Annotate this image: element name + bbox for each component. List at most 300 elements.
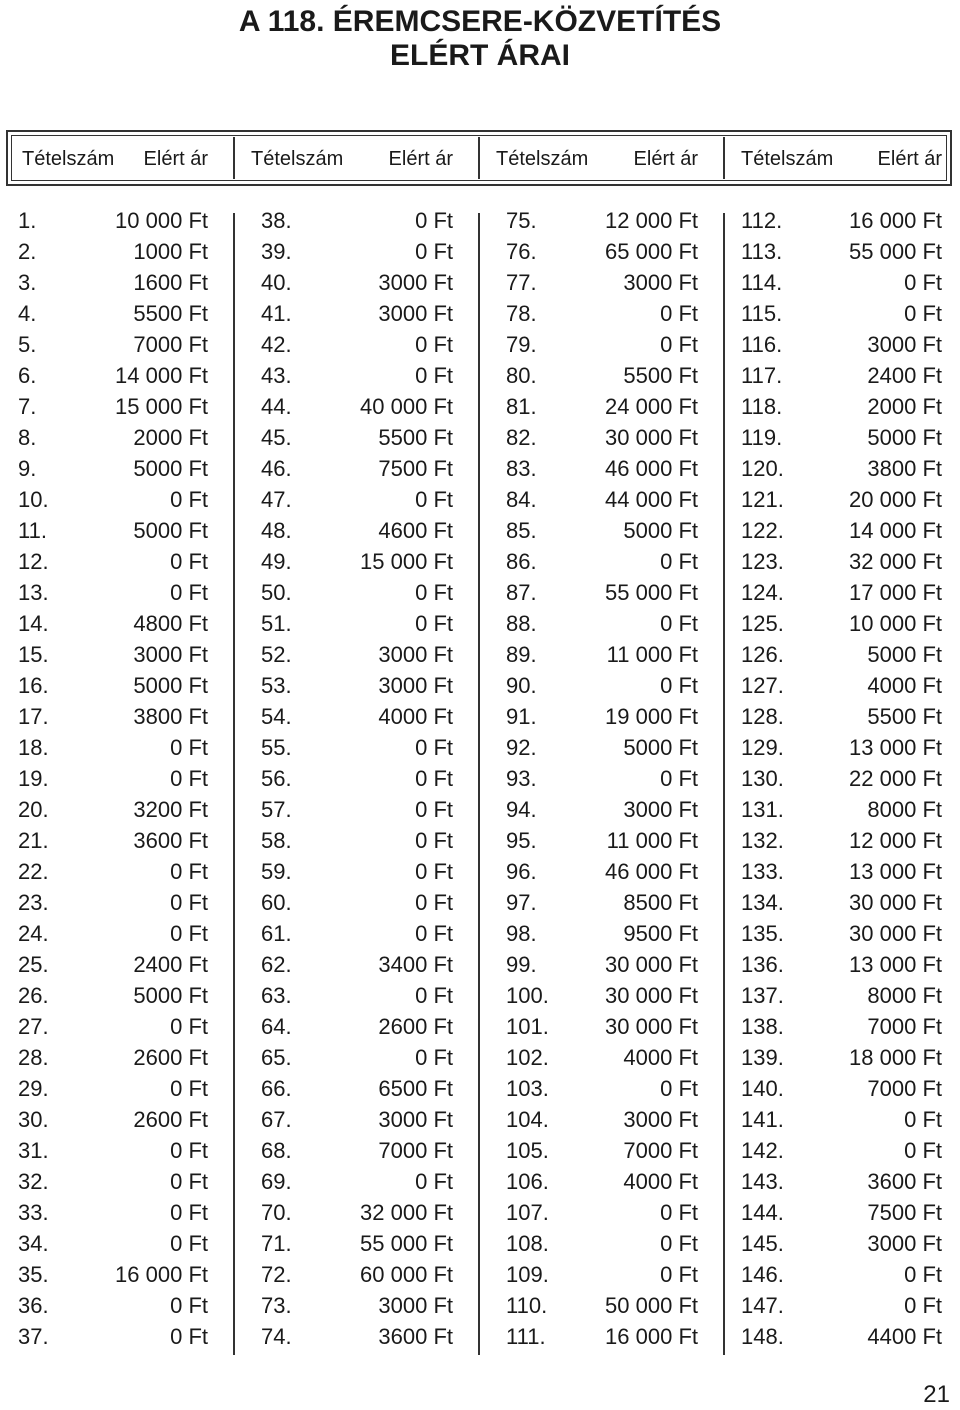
table-row bbox=[741, 267, 942, 298]
lot-number: 59. bbox=[261, 859, 292, 884]
lot-number: 134. bbox=[741, 890, 784, 915]
achieved-price: 0 Ft bbox=[415, 611, 453, 636]
table-row bbox=[506, 732, 698, 763]
table-row bbox=[741, 236, 942, 267]
lot-number: 119. bbox=[741, 425, 783, 450]
achieved-price: 0 Ft bbox=[170, 735, 208, 760]
table-row bbox=[261, 949, 453, 980]
table-row bbox=[506, 670, 698, 701]
lot-number: 115. bbox=[741, 301, 783, 326]
achieved-price: 16 000 Ft bbox=[605, 1324, 698, 1349]
table-row bbox=[18, 949, 208, 980]
achieved-price: 9500 Ft bbox=[623, 921, 698, 946]
price-column-2 bbox=[261, 205, 453, 1352]
achieved-price: 4000 Ft bbox=[623, 1169, 698, 1194]
lot-number: 75. bbox=[506, 208, 537, 233]
achieved-price: 5000 Ft bbox=[133, 518, 208, 543]
lot-number: 41. bbox=[261, 301, 292, 326]
achieved-price: 5500 Ft bbox=[133, 301, 208, 326]
table-row bbox=[261, 1135, 453, 1166]
achieved-price: 0 Ft bbox=[660, 673, 698, 698]
lot-number: 5. bbox=[18, 332, 37, 357]
achieved-price: 0 Ft bbox=[904, 1293, 942, 1318]
table-row bbox=[741, 1321, 942, 1352]
lot-number: 46. bbox=[261, 456, 292, 481]
achieved-price: 0 Ft bbox=[660, 1231, 698, 1256]
lot-number: 22. bbox=[18, 859, 49, 884]
lot-number: 13. bbox=[18, 580, 49, 605]
table-row bbox=[261, 1042, 453, 1073]
lot-number: 15. bbox=[18, 642, 49, 667]
achieved-price: 30 000 Ft bbox=[605, 952, 698, 977]
achieved-price: 0 Ft bbox=[170, 921, 208, 946]
achieved-price: 40 000 Ft bbox=[360, 394, 453, 419]
achieved-price: 0 Ft bbox=[415, 580, 453, 605]
lot-number: 8. bbox=[18, 425, 37, 450]
lot-number: 106. bbox=[506, 1169, 549, 1194]
achieved-price: 0 Ft bbox=[415, 1169, 453, 1194]
lot-number: 117. bbox=[741, 363, 783, 388]
lot-number: 103. bbox=[506, 1076, 549, 1101]
table-row bbox=[741, 639, 942, 670]
achieved-price: 8500 Ft bbox=[623, 890, 698, 915]
lot-number: 49. bbox=[261, 549, 292, 574]
lot-number: 141. bbox=[741, 1107, 784, 1132]
lot-number: 142. bbox=[741, 1138, 784, 1163]
lot-number: 87. bbox=[506, 580, 537, 605]
table-row bbox=[506, 267, 698, 298]
table-row bbox=[261, 1073, 453, 1104]
achieved-price: 0 Ft bbox=[415, 332, 453, 357]
header-price: Elért ár bbox=[877, 148, 942, 170]
table-row bbox=[741, 980, 942, 1011]
achieved-price: 0 Ft bbox=[170, 1138, 208, 1163]
header-divider bbox=[478, 137, 480, 179]
achieved-price: 0 Ft bbox=[415, 921, 453, 946]
achieved-price: 0 Ft bbox=[170, 549, 208, 574]
achieved-price: 8000 Ft bbox=[867, 983, 942, 1008]
lot-number: 104. bbox=[506, 1107, 549, 1132]
lot-number: 28. bbox=[18, 1045, 49, 1070]
achieved-price: 0 Ft bbox=[415, 735, 453, 760]
achieved-price: 2600 Ft bbox=[378, 1014, 453, 1039]
lot-number: 121. bbox=[741, 487, 784, 512]
lot-number: 4. bbox=[18, 301, 37, 326]
table-row bbox=[741, 391, 942, 422]
achieved-price: 0 Ft bbox=[660, 766, 698, 791]
lot-number: 7. bbox=[18, 394, 37, 419]
lot-number: 50. bbox=[261, 580, 292, 605]
lot-number: 111. bbox=[506, 1324, 546, 1349]
lot-number: 137. bbox=[741, 983, 784, 1008]
table-row bbox=[506, 1321, 698, 1352]
achieved-price: 46 000 Ft bbox=[605, 859, 698, 884]
achieved-price: 0 Ft bbox=[415, 828, 453, 853]
achieved-price: 55 000 Ft bbox=[360, 1231, 453, 1256]
lot-number: 48. bbox=[261, 518, 292, 543]
table-row bbox=[741, 1135, 942, 1166]
table-row bbox=[18, 515, 208, 546]
lot-number: 58. bbox=[261, 828, 292, 853]
achieved-price: 22 000 Ft bbox=[849, 766, 942, 791]
table-row bbox=[261, 825, 453, 856]
lot-number: 147. bbox=[741, 1293, 784, 1318]
table-row bbox=[506, 1135, 698, 1166]
lot-number: 30. bbox=[18, 1107, 49, 1132]
table-row bbox=[506, 1042, 698, 1073]
achieved-price: 0 Ft bbox=[170, 1200, 208, 1225]
lot-number: 55. bbox=[261, 735, 292, 760]
header-price: Elért ár bbox=[633, 148, 698, 170]
table-row bbox=[18, 453, 208, 484]
achieved-price: 0 Ft bbox=[415, 208, 453, 233]
table-row bbox=[741, 856, 942, 887]
lot-number: 130. bbox=[741, 766, 784, 791]
achieved-price: 30 000 Ft bbox=[605, 1014, 698, 1039]
price-column-1 bbox=[18, 205, 208, 1352]
lot-number: 14. bbox=[18, 611, 49, 636]
lot-number: 11. bbox=[18, 518, 47, 543]
achieved-price: 0 Ft bbox=[170, 1293, 208, 1318]
achieved-price: 0 Ft bbox=[170, 1076, 208, 1101]
achieved-price: 7000 Ft bbox=[133, 332, 208, 357]
table-row bbox=[506, 608, 698, 639]
achieved-price: 11 000 Ft bbox=[606, 642, 698, 667]
table-row bbox=[506, 453, 698, 484]
table-row bbox=[741, 732, 942, 763]
lot-number: 123. bbox=[741, 549, 784, 574]
achieved-price: 3600 Ft bbox=[378, 1324, 453, 1349]
lot-number: 17. bbox=[18, 704, 49, 729]
achieved-price: 0 Ft bbox=[660, 1262, 698, 1287]
lot-number: 124. bbox=[741, 580, 784, 605]
lot-number: 92. bbox=[506, 735, 537, 760]
lot-number: 62. bbox=[261, 952, 292, 977]
table-row bbox=[261, 1259, 453, 1290]
achieved-price: 32 000 Ft bbox=[360, 1200, 453, 1225]
achieved-price: 8000 Ft bbox=[867, 797, 942, 822]
table-row bbox=[18, 701, 208, 732]
achieved-price: 1600 Ft bbox=[133, 270, 208, 295]
achieved-price: 2000 Ft bbox=[867, 394, 942, 419]
achieved-price: 44 000 Ft bbox=[605, 487, 698, 512]
achieved-price: 0 Ft bbox=[170, 1014, 208, 1039]
lot-number: 6. bbox=[18, 363, 37, 388]
table-row bbox=[261, 205, 453, 236]
table-row bbox=[741, 701, 942, 732]
lot-number: 72. bbox=[261, 1262, 292, 1287]
achieved-price: 14 000 Ft bbox=[849, 518, 942, 543]
achieved-price: 10 000 Ft bbox=[849, 611, 942, 636]
table-row bbox=[261, 453, 453, 484]
lot-number: 118. bbox=[741, 394, 783, 419]
table-row bbox=[261, 856, 453, 887]
achieved-price: 0 Ft bbox=[415, 983, 453, 1008]
table-row bbox=[18, 577, 208, 608]
table-row bbox=[506, 515, 698, 546]
achieved-price: 0 Ft bbox=[415, 859, 453, 884]
table-row bbox=[261, 546, 453, 577]
table-row bbox=[261, 887, 453, 918]
lot-number: 96. bbox=[506, 859, 537, 884]
table-row bbox=[741, 670, 942, 701]
achieved-price: 0 Ft bbox=[904, 1107, 942, 1132]
table-row bbox=[261, 763, 453, 794]
lot-number: 88. bbox=[506, 611, 537, 636]
lot-number: 116. bbox=[741, 332, 783, 357]
achieved-price: 3400 Ft bbox=[378, 952, 453, 977]
table-row bbox=[18, 608, 208, 639]
lot-number: 120. bbox=[741, 456, 784, 481]
achieved-price: 0 Ft bbox=[660, 1200, 698, 1225]
column-divider bbox=[233, 213, 235, 1355]
table-row bbox=[506, 484, 698, 515]
page-subtitle: ELÉRT ÁRAI bbox=[390, 39, 570, 72]
achieved-price: 4000 Ft bbox=[378, 704, 453, 729]
achieved-price: 3000 Ft bbox=[378, 673, 453, 698]
achieved-price: 13 000 Ft bbox=[849, 952, 942, 977]
table-row bbox=[741, 546, 942, 577]
header-lot-number: Tételszám bbox=[22, 148, 115, 170]
table-row bbox=[261, 732, 453, 763]
table-row bbox=[741, 1166, 942, 1197]
lot-number: 52. bbox=[261, 642, 292, 667]
table-row bbox=[18, 267, 208, 298]
achieved-price: 5500 Ft bbox=[378, 425, 453, 450]
lot-number: 57. bbox=[261, 797, 292, 822]
achieved-price: 3600 Ft bbox=[867, 1169, 942, 1194]
achieved-price: 0 Ft bbox=[904, 1138, 942, 1163]
lot-number: 24. bbox=[18, 921, 49, 946]
table-row bbox=[261, 422, 453, 453]
table-row bbox=[18, 546, 208, 577]
achieved-price: 10 000 Ft bbox=[115, 208, 208, 233]
lot-number: 73. bbox=[261, 1293, 292, 1318]
achieved-price: 5000 Ft bbox=[133, 456, 208, 481]
achieved-price: 0 Ft bbox=[170, 1324, 208, 1349]
lot-number: 80. bbox=[506, 363, 537, 388]
achieved-price: 2600 Ft bbox=[133, 1107, 208, 1132]
table-row bbox=[506, 298, 698, 329]
achieved-price: 5500 Ft bbox=[867, 704, 942, 729]
table-row bbox=[741, 1259, 942, 1290]
lot-number: 51. bbox=[261, 611, 292, 636]
lot-number: 27. bbox=[18, 1014, 49, 1039]
header-divider bbox=[723, 137, 725, 179]
lot-number: 78. bbox=[506, 301, 537, 326]
table-row bbox=[506, 1259, 698, 1290]
lot-number: 12. bbox=[18, 549, 49, 574]
lot-number: 109. bbox=[506, 1262, 549, 1287]
achieved-price: 17 000 Ft bbox=[849, 580, 942, 605]
table-row bbox=[506, 422, 698, 453]
table-row bbox=[18, 1073, 208, 1104]
table-row bbox=[261, 298, 453, 329]
table-row bbox=[18, 980, 208, 1011]
achieved-price: 0 Ft bbox=[415, 766, 453, 791]
table-row bbox=[18, 391, 208, 422]
lot-number: 54. bbox=[261, 704, 292, 729]
achieved-price: 65 000 Ft bbox=[605, 239, 698, 264]
table-row bbox=[506, 1197, 698, 1228]
table-row bbox=[506, 1228, 698, 1259]
lot-number: 140. bbox=[741, 1076, 784, 1101]
achieved-price: 7500 Ft bbox=[867, 1200, 942, 1225]
lot-number: 39. bbox=[261, 239, 292, 264]
table-row bbox=[261, 329, 453, 360]
table-row bbox=[18, 298, 208, 329]
table-row bbox=[741, 794, 942, 825]
achieved-price: 19 000 Ft bbox=[605, 704, 698, 729]
achieved-price: 30 000 Ft bbox=[849, 890, 942, 915]
achieved-price: 4600 Ft bbox=[378, 518, 453, 543]
table-row bbox=[18, 887, 208, 918]
table-row bbox=[741, 453, 942, 484]
achieved-price: 3000 Ft bbox=[378, 642, 453, 667]
achieved-price: 7000 Ft bbox=[378, 1138, 453, 1163]
lot-number: 110. bbox=[506, 1293, 548, 1318]
lot-number: 127. bbox=[741, 673, 784, 698]
price-column-3 bbox=[506, 205, 698, 1352]
table-row bbox=[506, 205, 698, 236]
achieved-price: 3000 Ft bbox=[623, 1107, 698, 1132]
table-row bbox=[741, 422, 942, 453]
lot-number: 20. bbox=[18, 797, 49, 822]
lot-number: 143. bbox=[741, 1169, 784, 1194]
table-row bbox=[506, 391, 698, 422]
table-row bbox=[741, 515, 942, 546]
lot-number: 68. bbox=[261, 1138, 292, 1163]
lot-number: 71. bbox=[261, 1231, 292, 1256]
table-row bbox=[506, 1073, 698, 1104]
achieved-price: 0 Ft bbox=[170, 890, 208, 915]
table-row bbox=[741, 577, 942, 608]
achieved-price: 11 000 Ft bbox=[606, 828, 698, 853]
lot-number: 90. bbox=[506, 673, 537, 698]
table-row bbox=[261, 391, 453, 422]
achieved-price: 0 Ft bbox=[170, 766, 208, 791]
achieved-price: 2400 Ft bbox=[133, 952, 208, 977]
lot-number: 29. bbox=[18, 1076, 49, 1101]
lot-number: 99. bbox=[506, 952, 537, 977]
achieved-price: 3000 Ft bbox=[623, 797, 698, 822]
header-lot-number: Tételszám bbox=[251, 148, 344, 170]
achieved-price: 7500 Ft bbox=[378, 456, 453, 481]
achieved-price: 0 Ft bbox=[660, 549, 698, 574]
achieved-price: 4000 Ft bbox=[867, 673, 942, 698]
table-row bbox=[741, 298, 942, 329]
lot-number: 77. bbox=[506, 270, 537, 295]
achieved-price: 7000 Ft bbox=[867, 1076, 942, 1101]
table-row bbox=[18, 763, 208, 794]
table-row bbox=[741, 1073, 942, 1104]
lot-number: 98. bbox=[506, 921, 537, 946]
achieved-price: 3000 Ft bbox=[378, 1293, 453, 1318]
lot-number: 86. bbox=[506, 549, 537, 574]
table-row bbox=[261, 1104, 453, 1135]
header-lot-number: Tételszám bbox=[741, 148, 834, 170]
achieved-price: 15 000 Ft bbox=[115, 394, 208, 419]
table-row bbox=[741, 825, 942, 856]
achieved-price: 13 000 Ft bbox=[849, 859, 942, 884]
achieved-price: 5000 Ft bbox=[623, 518, 698, 543]
lot-number: 47. bbox=[261, 487, 292, 512]
achieved-price: 0 Ft bbox=[415, 239, 453, 264]
table-row bbox=[18, 794, 208, 825]
lot-number: 101. bbox=[506, 1014, 549, 1039]
lot-number: 25. bbox=[18, 952, 49, 977]
achieved-price: 0 Ft bbox=[660, 611, 698, 636]
table-row bbox=[506, 1166, 698, 1197]
lot-number: 113. bbox=[741, 239, 783, 264]
lot-number: 2. bbox=[18, 239, 37, 264]
achieved-price: 55 000 Ft bbox=[849, 239, 942, 264]
achieved-price: 30 000 Ft bbox=[605, 425, 698, 450]
achieved-price: 3800 Ft bbox=[867, 456, 942, 481]
table-row bbox=[18, 639, 208, 670]
table-row bbox=[18, 1166, 208, 1197]
page-number: 21 bbox=[923, 1381, 950, 1408]
table-row bbox=[18, 732, 208, 763]
lot-number: 44. bbox=[261, 394, 292, 419]
table-row bbox=[741, 329, 942, 360]
table-row bbox=[18, 918, 208, 949]
lot-number: 126. bbox=[741, 642, 784, 667]
achieved-price: 15 000 Ft bbox=[360, 549, 453, 574]
lot-number: 3. bbox=[18, 270, 37, 295]
table-row bbox=[18, 1104, 208, 1135]
lot-number: 38. bbox=[261, 208, 292, 233]
lot-number: 135. bbox=[741, 921, 784, 946]
achieved-price: 3000 Ft bbox=[867, 1231, 942, 1256]
lot-number: 148. bbox=[741, 1324, 784, 1349]
table-row bbox=[261, 1290, 453, 1321]
header-price: Elért ár bbox=[143, 148, 208, 170]
lot-number: 108. bbox=[506, 1231, 549, 1256]
lot-number: 56. bbox=[261, 766, 292, 791]
achieved-price: 0 Ft bbox=[415, 1045, 453, 1070]
table-row bbox=[261, 267, 453, 298]
table-row bbox=[506, 763, 698, 794]
table-row bbox=[741, 608, 942, 639]
lot-number: 43. bbox=[261, 363, 292, 388]
achieved-price: 3000 Ft bbox=[867, 332, 942, 357]
lot-number: 61. bbox=[261, 921, 292, 946]
lot-number: 66. bbox=[261, 1076, 292, 1101]
lot-number: 31. bbox=[18, 1138, 49, 1163]
table-row bbox=[741, 887, 942, 918]
header-price: Elért ár bbox=[388, 148, 453, 170]
table-row bbox=[261, 577, 453, 608]
lot-number: 112. bbox=[741, 208, 783, 233]
lot-number: 145. bbox=[741, 1231, 784, 1256]
achieved-price: 7000 Ft bbox=[623, 1138, 698, 1163]
lot-number: 146. bbox=[741, 1262, 784, 1287]
achieved-price: 3000 Ft bbox=[378, 270, 453, 295]
header-lot-number: Tételszám bbox=[496, 148, 589, 170]
table-row bbox=[261, 639, 453, 670]
achieved-price: 32 000 Ft bbox=[849, 549, 942, 574]
achieved-price: 50 000 Ft bbox=[605, 1293, 698, 1318]
table-row bbox=[741, 1104, 942, 1135]
achieved-price: 60 000 Ft bbox=[360, 1262, 453, 1287]
lot-number: 94. bbox=[506, 797, 537, 822]
table-row bbox=[506, 887, 698, 918]
lot-number: 63. bbox=[261, 983, 292, 1008]
table-row bbox=[741, 484, 942, 515]
achieved-price: 2000 Ft bbox=[133, 425, 208, 450]
lot-number: 95. bbox=[506, 828, 537, 853]
